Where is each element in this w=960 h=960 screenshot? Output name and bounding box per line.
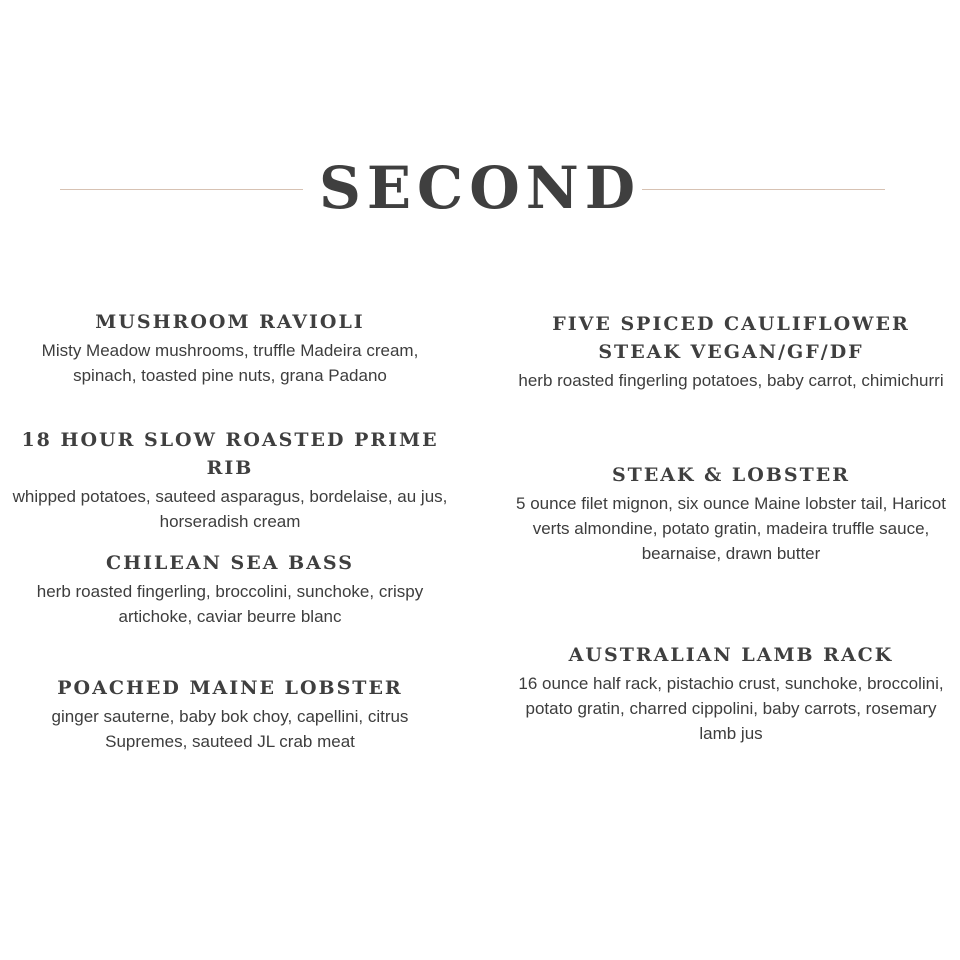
menu-item [10,549,450,629]
dish-description: whipped potatoes, sauteed asparagus, bordelaise, au jus, horseradish cream [12,487,448,531]
dish-name: MUSHROOM RAVIOLI [95,311,365,333]
menu-item [10,308,450,388]
dish-description: Misty Meadow mushrooms, truffle Madeira cream, spinach, toasted pine nuts, grana Padano [41,341,419,385]
dish-name: 18 HOUR SLOW ROASTED PRIME RIB [21,429,439,479]
dish-description: herb roasted fingerling, broccolini, sunchoke, crispy artichoke, caviar beurre blanc [36,582,424,626]
dish-name: POACHED MAINE LOBSTER [57,677,403,699]
menu-item [515,310,947,393]
heading-rule-right [642,189,885,190]
dish-description: herb roasted fingerling potatoes, baby carrot, chimichurri [518,371,944,390]
menu-item [515,461,947,566]
dish-description: ginger sauterne, baby bok choy, capellini, citrus Supremes, sauteed JL crab meat [51,707,409,751]
menu-item [10,426,450,534]
dish-name: STEAK & LOBSTER [611,464,851,486]
dish-name: FIVE SPICED CAULIFLOWER STEAK VEGAN/GF/DF [552,313,910,363]
dish-name: AUSTRALIAN LAMB RACK [568,644,894,666]
section-title: SECOND [318,154,642,222]
dish-description: 16 ounce half rack, pistachio crust, sunchoke, broccolini, potato gratin, charred cippolini, baby carrots, rosemary lamb jus [518,674,944,743]
dish-description: 5 ounce filet mignon, six ounce Maine lobster tail, Haricot verts almondine, potato gratin, madeira truffle sauce, bearnaise, drawn butter [516,494,946,563]
menu-item [10,674,450,754]
dish-name: CHILEAN SEA BASS [106,552,354,574]
menu-item [515,641,947,746]
